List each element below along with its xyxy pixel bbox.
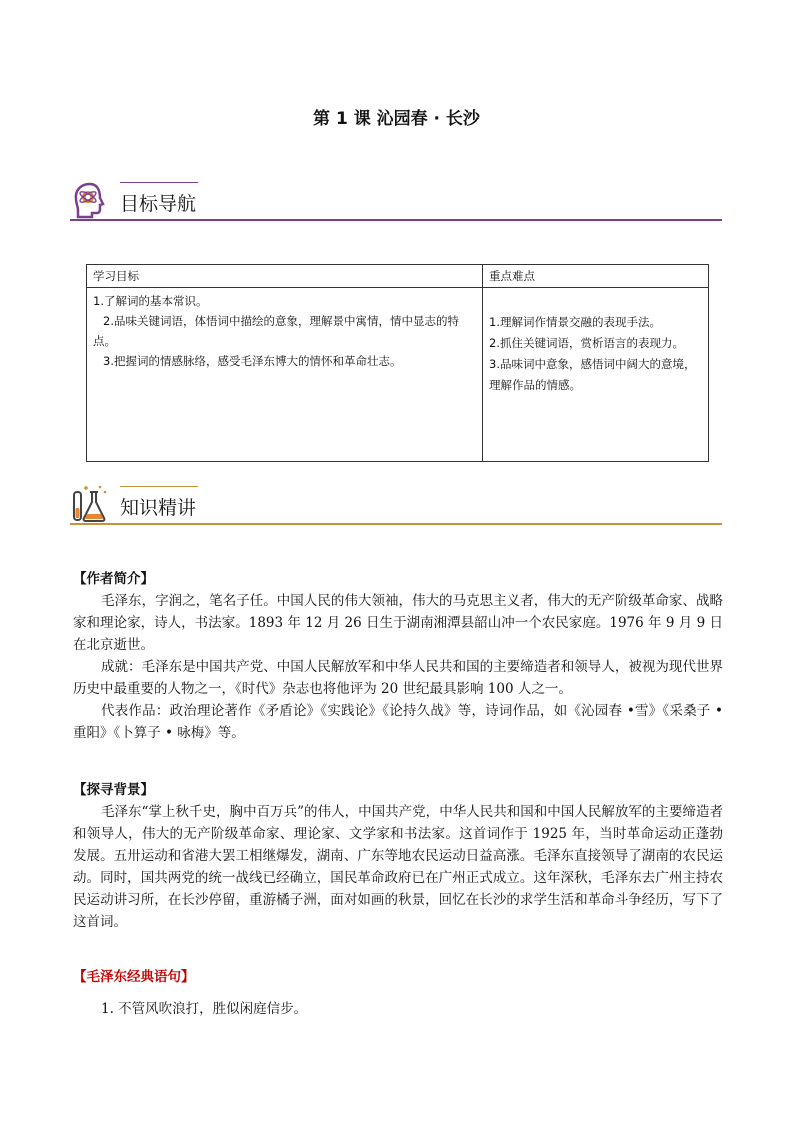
quote-item: 1. 不管风吹浪打，胜似闲庭信步。 (101, 1001, 308, 1017)
goal-item: 2.品味关键词语，体悟词中描绘的意象，理解景中寓情，情中显志的特点。 (93, 314, 459, 348)
difficulty-item: 1.理解词作情景交融的表现手法。 (489, 315, 661, 329)
goal-item: 1.了解词的基本常识。 (93, 294, 208, 308)
section-label-goals: 目标导航 (120, 193, 197, 215)
quotes-section (73, 966, 723, 1020)
author-section (73, 568, 723, 744)
author-paragraph: 毛泽东，字润之，笔名子任。中国人民的伟大领袖，伟大的马克思主义者，伟大的无产阶级革命家、战略家和理论家，诗人，书法家。1893 年 12 月 26 日生于湖南湘潭县韶山冲一个农民家庭。1976 年 9 月 9 日在北京逝世。 (73, 593, 723, 653)
author-paragraph: 代表作品：政治理论著作《矛盾论》《实践论》《论持久战》等，诗词作品，如《沁园春 •雪》《采桑子 • 重阳》《卜算子 • 咏梅》等。 (73, 703, 723, 741)
table-header-difficulties: 重点难点 (483, 265, 709, 288)
brain-head-icon (70, 180, 110, 220)
section-label-knowledge: 知识精讲 (120, 497, 197, 519)
page-title: 第 1 课 沁园春 · 长沙 (313, 109, 480, 129)
lab-flask-icon (70, 484, 110, 524)
goals-table (86, 264, 709, 462)
table-header-goals: 学习目标 (87, 265, 483, 288)
section-header-knowledge (70, 484, 722, 526)
author-paragraph: 成就：毛泽东是中国共产党、中国人民解放军和中华人民共和国的主要缔造者和领导人，被视为现代世界历史中最重要的人物之一，《时代》杂志也将他评为 20 世纪最具影响 100 人之一。 (73, 659, 723, 697)
author-heading: 【作者简介】 (73, 571, 154, 587)
background-section (73, 779, 723, 933)
background-heading: 【探寻背景】 (73, 782, 154, 798)
difficulties-cell (483, 288, 709, 462)
section-header-goals (70, 180, 722, 222)
goal-item: 3.把握词的情感脉络，感受毛泽东博大的情怀和革命壮志。 (103, 354, 402, 368)
difficulty-item: 2.抓住关键词语，赏析语言的表现力。 (489, 336, 684, 350)
goals-cell (87, 288, 483, 462)
difficulty-item: 3.品味词中意象，感悟词中阔大的意境，理解作品的情感。 (489, 357, 696, 392)
background-paragraph: 毛泽东“掌上秋千史，胸中百万兵”的伟人，中国共产党，中华人民共和国和中国人民解放军的主要缔造者和领导人，伟大的无产阶级革命家、理论家、文学家和书法家。这首词作于 1925 年，当时革命运动正蓬勃发展。五卅运动和省港大罢工相继爆发，湖南、广东等地农民运动日益高涨。毛泽东直接领导了湖南的农民运动。同时，国共两党的统一战线已经确立，国民革命政府已在广州正式成立。这年深秋，毛泽东去广州主持农民运动讲习所，在长沙停留，重游橘子洲，面对如画的秋景，回忆在长沙的求学生活和革命斗争经历，写下了这首词。 (73, 804, 723, 930)
quotes-heading: 【毛泽东经典语句】 (73, 969, 195, 985)
